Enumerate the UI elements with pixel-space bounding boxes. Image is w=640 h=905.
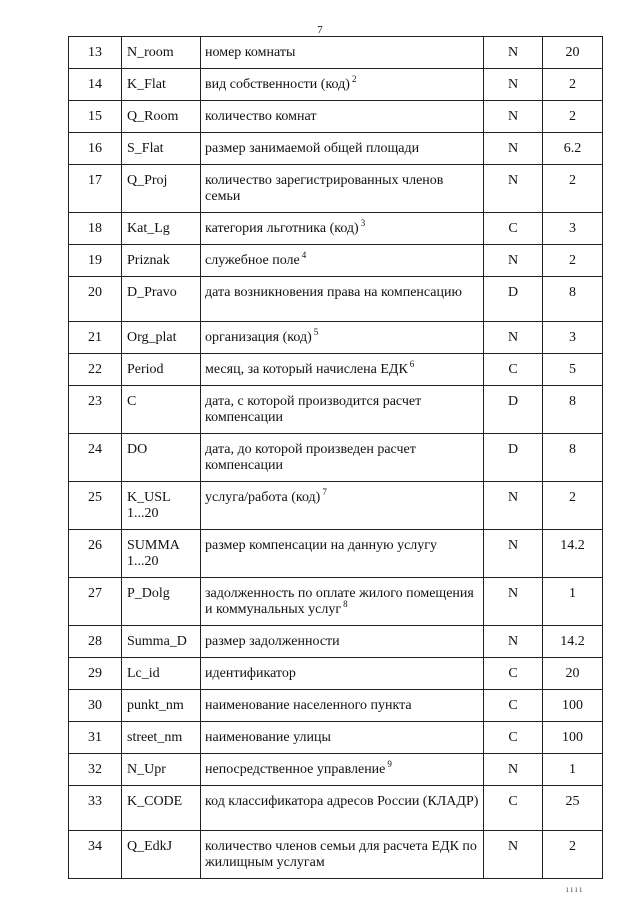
field-length: [543, 626, 603, 658]
field-name-text: Kat_Lg: [127, 221, 170, 236]
table-row: [69, 133, 603, 165]
field-length-text: 1: [569, 762, 576, 777]
field-type-text: D: [507, 394, 519, 409]
field-description: [201, 165, 484, 213]
table-row: [69, 722, 603, 754]
table-row: [69, 165, 603, 213]
field-name: [122, 578, 201, 626]
field-description-text: вид собственности (код): [205, 77, 350, 92]
field-type: [484, 786, 543, 831]
field-name-text: K_Flat: [127, 77, 166, 92]
row-number: [69, 530, 122, 578]
field-length-text: 3: [569, 221, 576, 236]
row-number-text: 30: [88, 698, 102, 713]
field-type: [484, 133, 543, 165]
table-row: [69, 530, 603, 578]
field-description: [201, 690, 484, 722]
row-number: [69, 165, 122, 213]
field-type: [484, 386, 543, 434]
field-length-text: 2: [569, 253, 576, 268]
row-number-text: 27: [88, 586, 102, 601]
field-type-text: N: [507, 839, 519, 854]
table-row: [69, 322, 603, 354]
field-type-text: N: [507, 45, 519, 60]
field-length: [543, 69, 603, 101]
field-type: [484, 322, 543, 354]
field-description: [201, 245, 484, 277]
row-number: [69, 354, 122, 386]
field-description: [201, 69, 484, 101]
field-name-text: Org_plat: [127, 330, 177, 345]
field-description: [201, 133, 484, 165]
footnote-ref: 9: [387, 759, 392, 769]
field-type-text: C: [508, 666, 518, 681]
row-number-text: 29: [88, 666, 102, 681]
field-name: [122, 434, 201, 482]
footer-mark: ıııı: [566, 884, 585, 894]
field-length: [543, 354, 603, 386]
field-type-text: N: [507, 253, 519, 268]
field-name: [122, 245, 201, 277]
field-length: [543, 133, 603, 165]
field-length: [543, 245, 603, 277]
field-length-text: 8: [569, 394, 576, 409]
field-description: [201, 530, 484, 578]
table-row: [69, 434, 603, 482]
field-name: [122, 626, 201, 658]
field-type: [484, 354, 543, 386]
field-name: [122, 482, 201, 530]
row-number: [69, 386, 122, 434]
field-length: [543, 37, 603, 69]
field-description-text: задолженность по оплате жилого помещения и коммунальных услуг: [205, 586, 474, 617]
table-row: [69, 69, 603, 101]
field-description-text: категория льготника (код): [205, 221, 359, 236]
field-description: [201, 831, 484, 879]
field-name-text: DO: [127, 442, 148, 457]
field-type: [484, 69, 543, 101]
field-name-text: K_CODE: [127, 794, 183, 809]
field-name: [122, 101, 201, 133]
row-number: [69, 213, 122, 245]
row-number-text: 15: [88, 109, 102, 124]
row-number-text: 13: [88, 45, 102, 60]
table-row: [69, 482, 603, 530]
field-type: [484, 165, 543, 213]
row-number-text: 25: [88, 490, 102, 505]
field-length-text: 2: [569, 490, 576, 505]
row-number-text: 24: [88, 442, 102, 457]
field-length: [543, 658, 603, 690]
field-type-text: N: [507, 330, 519, 345]
field-name-text: N_room: [127, 45, 174, 60]
field-length: [543, 322, 603, 354]
field-type-text: D: [507, 285, 519, 300]
row-number: [69, 578, 122, 626]
row-number: [69, 722, 122, 754]
field-type-text: N: [507, 762, 519, 777]
field-type-text: N: [507, 490, 519, 505]
row-number: [69, 658, 122, 690]
field-type-text: N: [507, 538, 519, 553]
field-name-text: Summa_D: [127, 634, 187, 649]
field-name: [122, 786, 201, 831]
field-description-text: служебное поле: [205, 253, 300, 268]
field-name-text: P_Dolg: [127, 586, 170, 601]
row-number: [69, 245, 122, 277]
field-name-text: SUMMA 1...20: [127, 538, 180, 569]
row-number: [69, 434, 122, 482]
field-type: [484, 530, 543, 578]
field-description: [201, 658, 484, 690]
field-length: [543, 831, 603, 879]
table-row: [69, 626, 603, 658]
field-description-text: месяц, за который начислена ЕДК: [205, 362, 408, 377]
field-type: [484, 831, 543, 879]
row-number: [69, 101, 122, 133]
field-type: [484, 626, 543, 658]
field-type: [484, 690, 543, 722]
row-number: [69, 831, 122, 879]
field-length: [543, 434, 603, 482]
field-name: [122, 386, 201, 434]
table-row: [69, 690, 603, 722]
row-number: [69, 37, 122, 69]
field-description: [201, 434, 484, 482]
field-description: [201, 786, 484, 831]
field-length-text: 8: [569, 442, 576, 457]
page-number: 7: [317, 24, 323, 36]
table-row: [69, 578, 603, 626]
field-length-text: 14.2: [560, 538, 585, 553]
row-number-text: 14: [88, 77, 102, 92]
field-length: [543, 690, 603, 722]
field-name: [122, 690, 201, 722]
row-number-text: 18: [88, 221, 102, 236]
field-name: [122, 754, 201, 786]
row-number-text: 33: [88, 794, 102, 809]
field-name-text: Q_EdkJ: [127, 839, 173, 854]
footnote-ref: 6: [409, 359, 415, 369]
field-description-text: количество членов семьи для расчета ЕДК по жилищным услугам: [205, 839, 477, 870]
field-type: [484, 434, 543, 482]
field-name-text: K_USL 1...20: [127, 490, 171, 521]
field-type-text: C: [508, 362, 518, 377]
row-number: [69, 277, 122, 322]
field-description-text: количество зарегистрированных членов семьи: [205, 173, 444, 204]
field-length-text: 14.2: [560, 634, 585, 649]
field-length: [543, 386, 603, 434]
table-row: [69, 386, 603, 434]
field-description: [201, 101, 484, 133]
field-type-text: C: [508, 698, 518, 713]
field-description: [201, 386, 484, 434]
field-length: [543, 786, 603, 831]
field-length-text: 20: [565, 45, 580, 60]
field-length-text: 1: [569, 586, 576, 601]
table-row: [69, 658, 603, 690]
row-number: [69, 626, 122, 658]
field-name-text: S_Flat: [127, 141, 164, 156]
row-number-text: 28: [88, 634, 102, 649]
row-number-text: 26: [88, 538, 102, 553]
table-row: [69, 831, 603, 879]
footnote-ref: 8: [343, 599, 348, 609]
field-length-text: 100: [562, 730, 583, 745]
field-name: [122, 277, 201, 322]
field-name-text: Period: [127, 362, 164, 377]
field-type: [484, 101, 543, 133]
field-length-text: 100: [562, 698, 583, 713]
field-type-text: C: [508, 221, 518, 236]
field-description-text: размер задолженности: [205, 634, 340, 649]
field-length: [543, 578, 603, 626]
field-name-text: C: [127, 394, 137, 409]
row-number-text: 20: [88, 285, 102, 300]
field-description: [201, 626, 484, 658]
field-length-text: 20: [565, 666, 580, 681]
field-description-text: дата, с которой производится расчет компенсации: [205, 394, 422, 425]
footnote-ref: 3: [360, 218, 366, 228]
field-name-text: Q_Room: [127, 109, 179, 124]
row-number: [69, 133, 122, 165]
field-type-text: C: [508, 794, 518, 809]
field-type: [484, 37, 543, 69]
field-length: [543, 722, 603, 754]
table-row: [69, 754, 603, 786]
field-length: [543, 101, 603, 133]
row-number-text: 17: [88, 173, 102, 188]
field-name: [122, 722, 201, 754]
field-name-text: D_Pravo: [127, 285, 177, 300]
field-type-text: N: [507, 77, 519, 92]
field-name-text: street_nm: [127, 730, 183, 745]
field-type-text: D: [507, 442, 519, 457]
field-length-text: 5: [569, 362, 576, 377]
field-length-text: 2: [569, 839, 576, 854]
footnote-ref: 5: [313, 327, 319, 337]
field-description: [201, 754, 484, 786]
field-description: [201, 277, 484, 322]
field-type: [484, 245, 543, 277]
field-description: [201, 37, 484, 69]
field-length: [543, 277, 603, 322]
field-type: [484, 658, 543, 690]
field-description: [201, 354, 484, 386]
field-name: [122, 213, 201, 245]
field-type-text: N: [507, 586, 519, 601]
field-description-text: размер компенсации на данную услугу: [205, 538, 438, 553]
fields-table: [68, 36, 603, 879]
row-number: [69, 786, 122, 831]
field-description-text: количество комнат: [205, 109, 317, 124]
field-description: [201, 482, 484, 530]
field-name: [122, 37, 201, 69]
field-length-text: 6.2: [563, 141, 582, 156]
field-description-text: размер занимаемой общей площади: [205, 141, 420, 156]
row-number-text: 21: [88, 330, 102, 345]
footnote-ref: 4: [301, 250, 307, 260]
field-description-text: код классификатора адресов России (КЛАДР): [205, 794, 479, 809]
field-length: [543, 213, 603, 245]
field-length-text: 25: [565, 794, 580, 809]
field-type: [484, 213, 543, 245]
footnote-ref: 2: [351, 74, 357, 84]
field-type: [484, 277, 543, 322]
field-description-text: организация (код): [205, 330, 312, 345]
table-row: [69, 786, 603, 831]
field-length: [543, 530, 603, 578]
field-length-text: 3: [569, 330, 576, 345]
table-row: [69, 213, 603, 245]
field-description-text: идентификатор: [205, 666, 296, 681]
field-type: [484, 722, 543, 754]
field-name-text: punkt_nm: [127, 698, 184, 713]
row-number-text: 31: [88, 730, 102, 745]
fields-table-container: [68, 36, 602, 879]
table-row: [69, 245, 603, 277]
field-length-text: 2: [569, 109, 576, 124]
row-number-text: 34: [88, 839, 102, 854]
row-number-text: 16: [88, 141, 102, 156]
field-type-text: N: [507, 634, 519, 649]
field-name: [122, 133, 201, 165]
table-row: [69, 37, 603, 69]
field-description-text: наименование улицы: [205, 730, 331, 745]
field-name: [122, 354, 201, 386]
field-length: [543, 754, 603, 786]
field-name-text: N_Upr: [127, 762, 166, 777]
row-number: [69, 690, 122, 722]
field-description-text: номер комнаты: [205, 45, 296, 60]
field-description-text: непосредственное управление: [205, 762, 386, 777]
field-type: [484, 578, 543, 626]
row-number-text: 32: [88, 762, 102, 777]
field-type-text: N: [507, 109, 519, 124]
field-type-text: C: [508, 730, 518, 745]
field-type: [484, 754, 543, 786]
field-description-text: наименование населенного пункта: [205, 698, 412, 713]
row-number: [69, 482, 122, 530]
field-name: [122, 69, 201, 101]
row-number-text: 23: [88, 394, 102, 409]
footnote-ref: 7: [322, 487, 327, 497]
field-description: [201, 213, 484, 245]
field-name: [122, 322, 201, 354]
table-row: [69, 101, 603, 133]
field-length: [543, 165, 603, 213]
field-name-text: Priznak: [127, 253, 170, 268]
field-type-text: N: [507, 173, 519, 188]
row-number-text: 22: [88, 362, 102, 377]
field-description-text: дата возникновения права на компенсацию: [205, 285, 462, 300]
field-type: [484, 482, 543, 530]
field-description: [201, 578, 484, 626]
table-row: [69, 354, 603, 386]
fields-table-body: [69, 37, 603, 879]
row-number-text: 19: [88, 253, 102, 268]
row-number: [69, 322, 122, 354]
field-name: [122, 831, 201, 879]
field-description-text: услуга/работа (код): [205, 490, 321, 505]
table-row: [69, 277, 603, 322]
field-name: [122, 658, 201, 690]
field-length-text: 2: [569, 77, 576, 92]
field-description: [201, 722, 484, 754]
field-name: [122, 165, 201, 213]
field-description: [201, 322, 484, 354]
row-number: [69, 69, 122, 101]
field-name-text: Lc_id: [127, 666, 160, 681]
field-length: [543, 482, 603, 530]
field-name-text: Q_Proj: [127, 173, 168, 188]
row-number: [69, 754, 122, 786]
field-length-text: 2: [569, 173, 576, 188]
field-type-text: N: [507, 141, 519, 156]
field-description-text: дата, до которой произведен расчет компенсации: [205, 442, 416, 473]
field-length-text: 8: [569, 285, 576, 300]
field-name: [122, 530, 201, 578]
